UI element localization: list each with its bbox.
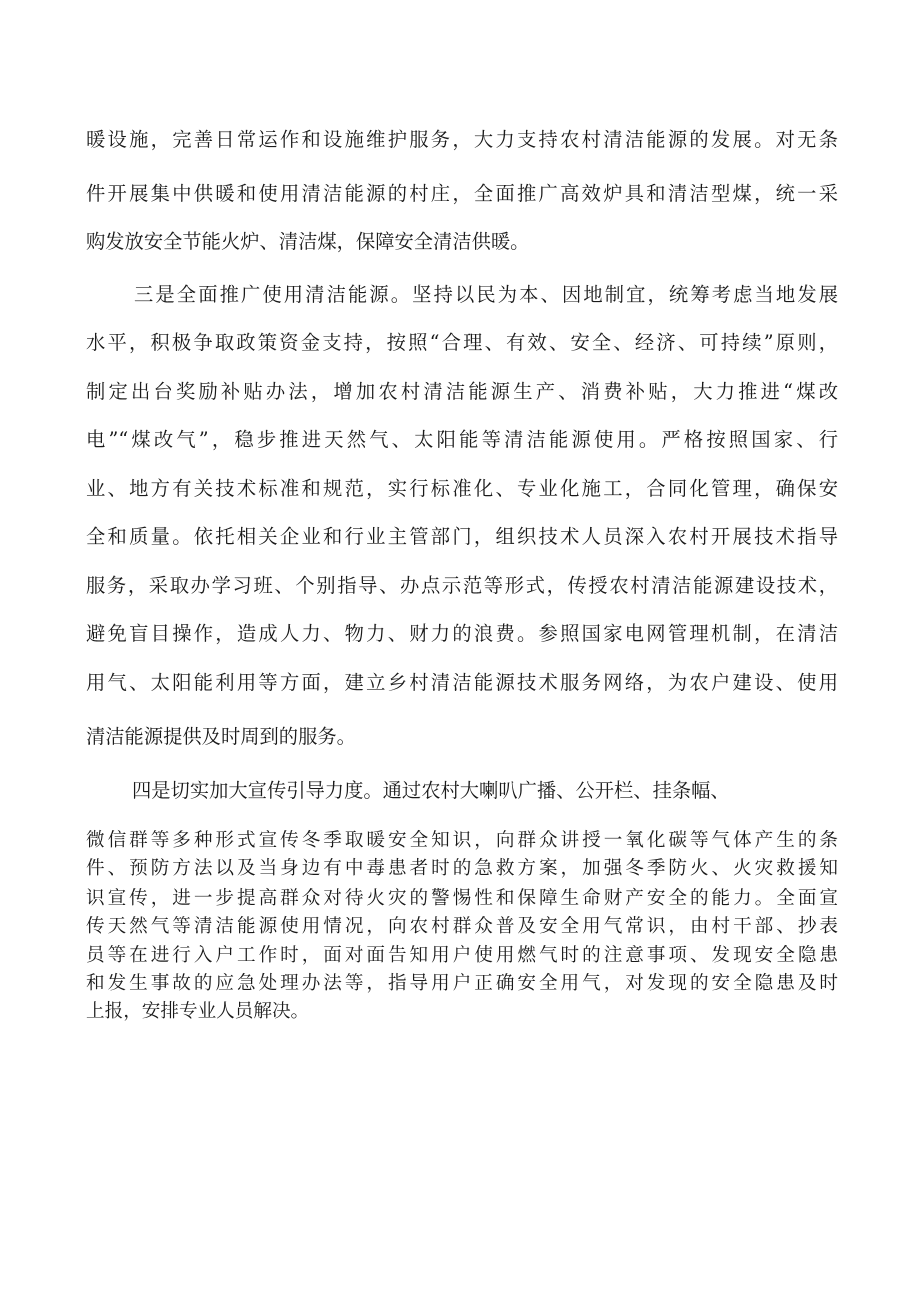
text-line: 避免盲目操作，造成人力、物力、财力的浪费。参照国家电网管理机制，在清洁 bbox=[86, 622, 838, 645]
text-line: 购发放安全节能火炉、清洁煤，保障安全清洁供暖。 bbox=[86, 230, 530, 253]
text-line: 员等在进行入户工作时，面对面告知用户使用燃气时的注意事项、发现安全隐患 bbox=[86, 945, 838, 966]
text-line: 暖设施，完善日常运作和设施维护服务，大力支持农村清洁能源的发展。对无条 bbox=[86, 128, 838, 151]
text-line: 识宣传，进一步提高群众对待火灾的警惕性和保障生命财产安全的能力。全面宣 bbox=[86, 888, 838, 909]
text-line: 件、预防方法以及当身边有中毒患者时的急救方案，加强冬季防火、火灾救援知 bbox=[86, 858, 838, 879]
text-line: 微信群等多种形式宣传冬季取暖安全知识，向群众讲授一氧化碳等气体产生的条 bbox=[86, 830, 838, 851]
text-line: 上报，安排专业人员解决。 bbox=[86, 1001, 310, 1022]
text-line: 传天然气等清洁能源使用情况，向农村群众普及安全用气常识，由村干部、抄表 bbox=[86, 916, 838, 937]
text-line: 业、地方有关技术标准和规范，实行标准化、专业化施工，合同化管理，确保安 bbox=[86, 477, 838, 500]
text-line: 水平，积极争取政策资金支持，按照“合理、有效、安全、经济、可持续”原则， bbox=[86, 331, 838, 354]
text-line: 四是切实加大宣传引导力度。通过农村大喇叭广播、公开栏、挂条幅、 bbox=[132, 779, 730, 802]
text-line: 清洁能源提供及时周到的服务。 bbox=[86, 725, 356, 748]
text-line: 全和质量。依托相关企业和行业主管部门，组织技术人员深入农村开展技术指导 bbox=[86, 525, 838, 548]
text-line: 件开展集中供暖和使用清洁能源的村庄，全面推广高效炉具和清洁型煤，统一采 bbox=[86, 182, 838, 205]
text-line: 制定出台奖励补贴办法，增加农村清洁能源生产、消费补贴，大力推进“煤改 bbox=[86, 380, 838, 403]
text-line: 服务，采取办学习班、个别指导、办点示范等形式，传授农村清洁能源建设技术， bbox=[86, 574, 838, 597]
text-line: 电”“煤改气”，稳步推进天然气、太阳能等清洁能源使用。严格按照国家、行 bbox=[86, 428, 838, 451]
text-line: 和发生事故的应急处理办法等，指导用户正确安全用气，对发现的安全隐患及时 bbox=[86, 973, 838, 994]
text-line: 三是全面推广使用清洁能源。坚持以民为本、因地制宜，统筹考虑当地发展 bbox=[134, 283, 838, 306]
text-line: 用气、太阳能利用等方面，建立乡村清洁能源技术服务网络，为农户建设、使用 bbox=[86, 671, 838, 694]
